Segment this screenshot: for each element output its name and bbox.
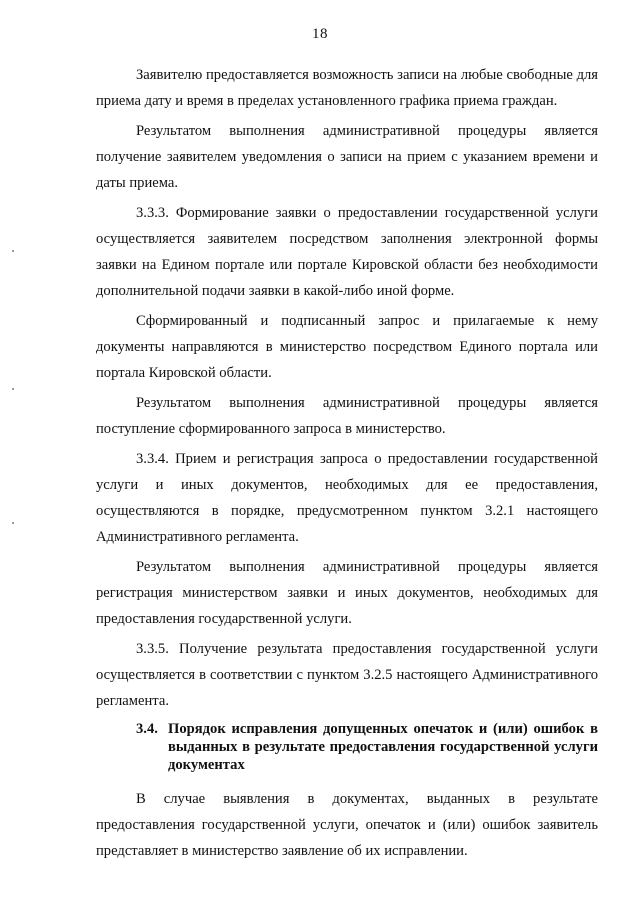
page-number: 18: [312, 26, 328, 42]
scan-mark: [12, 388, 14, 390]
paragraph: Результатом выполнения административной процедуры является регистрация министерством заявки и иных документов, необходимых для предоставления государственной услуги.: [96, 559, 598, 627]
document-body: [96, 62, 598, 864]
scan-mark: [12, 522, 14, 524]
section-title: Порядок исправления допущенных опечаток и (или) ошибок в выданных в результате предоставления государственной услуги документах: [168, 721, 598, 773]
scan-mark: [12, 250, 14, 252]
paragraph: 3.3.3. Формирование заявки о предоставлении государственной услуги осуществляется заявителем посредством заполнения электронной формы заявки на Едином портале или портале Кировской области без необходимости дополнительной подачи заявки в какой-либо иной форме.: [96, 205, 598, 299]
section-heading: [136, 720, 598, 774]
paragraph: Результатом выполнения административной процедуры является получение заявителем уведомления о записи на прием с указанием времени и даты приема.: [96, 123, 598, 191]
paragraph: 3.3.4. Прием и регистрация запроса о предоставлении государственной услуги и иных документов, необходимых для ее предоставления, осуществляются в порядке, предусмотренном пунктом 3.2.1 настоящего Административного регламента.: [96, 451, 598, 545]
paragraph: Результатом выполнения административной процедуры является поступление сформированного запроса в министерство.: [96, 395, 598, 437]
section-number: 3.4.: [136, 721, 158, 737]
paragraph: 3.3.5. Получение результата предоставления государственной услуги осуществляется в соответствии с пунктом 3.2.5 настоящего Административного регламента.: [96, 641, 598, 709]
paragraph: Заявителю предоставляется возможность записи на любые свободные для приема дату и время в пределах установленного графика приема граждан.: [96, 67, 598, 109]
paragraph: Сформированный и подписанный запрос и прилагаемые к нему документы направляются в министерство посредством Единого портала или портала Кировской области.: [96, 313, 598, 381]
paragraph: В случае выявления в документах, выданных в результате предоставления государственной услуги, опечаток и (или) ошибок заявитель представляет в министерство заявление об их исправлении.: [96, 791, 598, 859]
